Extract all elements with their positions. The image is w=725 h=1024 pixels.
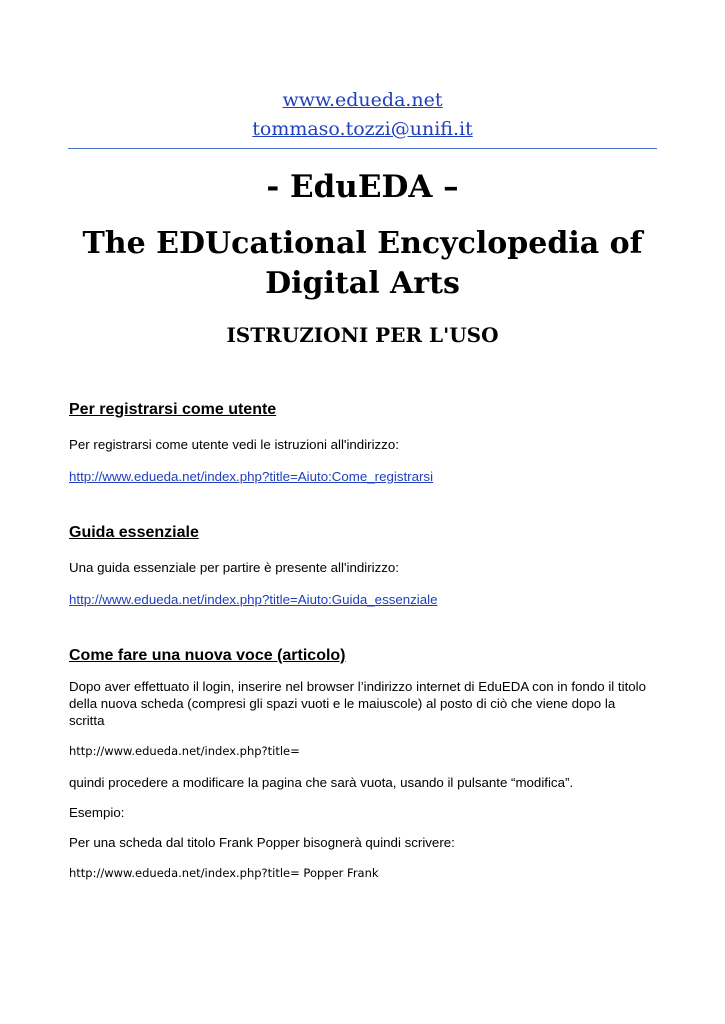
title-block <box>0 165 725 349</box>
example-url: http://www.edueda.net/index.php?title= Popper Frank <box>69 866 379 880</box>
website-link[interactable]: www.edueda.net <box>282 89 443 111</box>
document-title: - EduEDA – <box>266 169 459 205</box>
new-entry-line-1: Dopo aver effettuato il login, inserire nel browser l’indirizzo internet di EduEDA con in fondo il titolo <box>69 679 647 694</box>
email-link[interactable]: tommaso.tozzi@unifi.it <box>252 118 473 140</box>
document-content <box>69 400 669 882</box>
subtitle-line-1: The EDUcational Encyclopedia of <box>82 226 643 261</box>
register-text: Per registrarsi come utente vedi le istruzioni all'indirizzo: <box>69 437 399 452</box>
guide-text: Una guida essenziale per partire è presente all'indirizzo: <box>69 560 399 575</box>
header-divider <box>68 148 657 149</box>
document-subtitle <box>0 224 725 304</box>
subtitle-line-2: Digital Arts <box>265 266 460 301</box>
guide-link[interactable]: http://www.edueda.net/index.php?title=Aiuto:Guida_essenziale <box>69 592 438 607</box>
register-link[interactable]: http://www.edueda.net/index.php?title=Aiuto:Come_registrarsi <box>69 469 434 484</box>
new-entry-edit-text: quindi procedere a modificare la pagina che sarà vuota, usando il pulsante “modifica”. <box>69 775 574 790</box>
new-entry-line-3: scritta <box>69 713 105 728</box>
example-label: Esempio: <box>69 805 125 820</box>
url-base: http://www.edueda.net/index.php?title= <box>69 744 300 758</box>
new-entry-line-2: della nuova scheda (compresi gli spazi vuoti e le maiuscole) al posto di ciò che viene dopo la <box>69 696 616 711</box>
section-heading-guide: Guida essenziale <box>69 524 199 541</box>
instructions-title: ISTRUZIONI PER L'USO <box>226 323 499 347</box>
example-text: Per una scheda dal titolo Frank Popper bisognerà quindi scrivere: <box>69 835 455 850</box>
header-links <box>0 86 725 144</box>
new-entry-instructions <box>69 678 669 729</box>
section-heading-register: Per registrarsi come utente <box>69 401 277 418</box>
section-heading-new-entry: Come fare una nuova voce (articolo) <box>69 647 346 664</box>
